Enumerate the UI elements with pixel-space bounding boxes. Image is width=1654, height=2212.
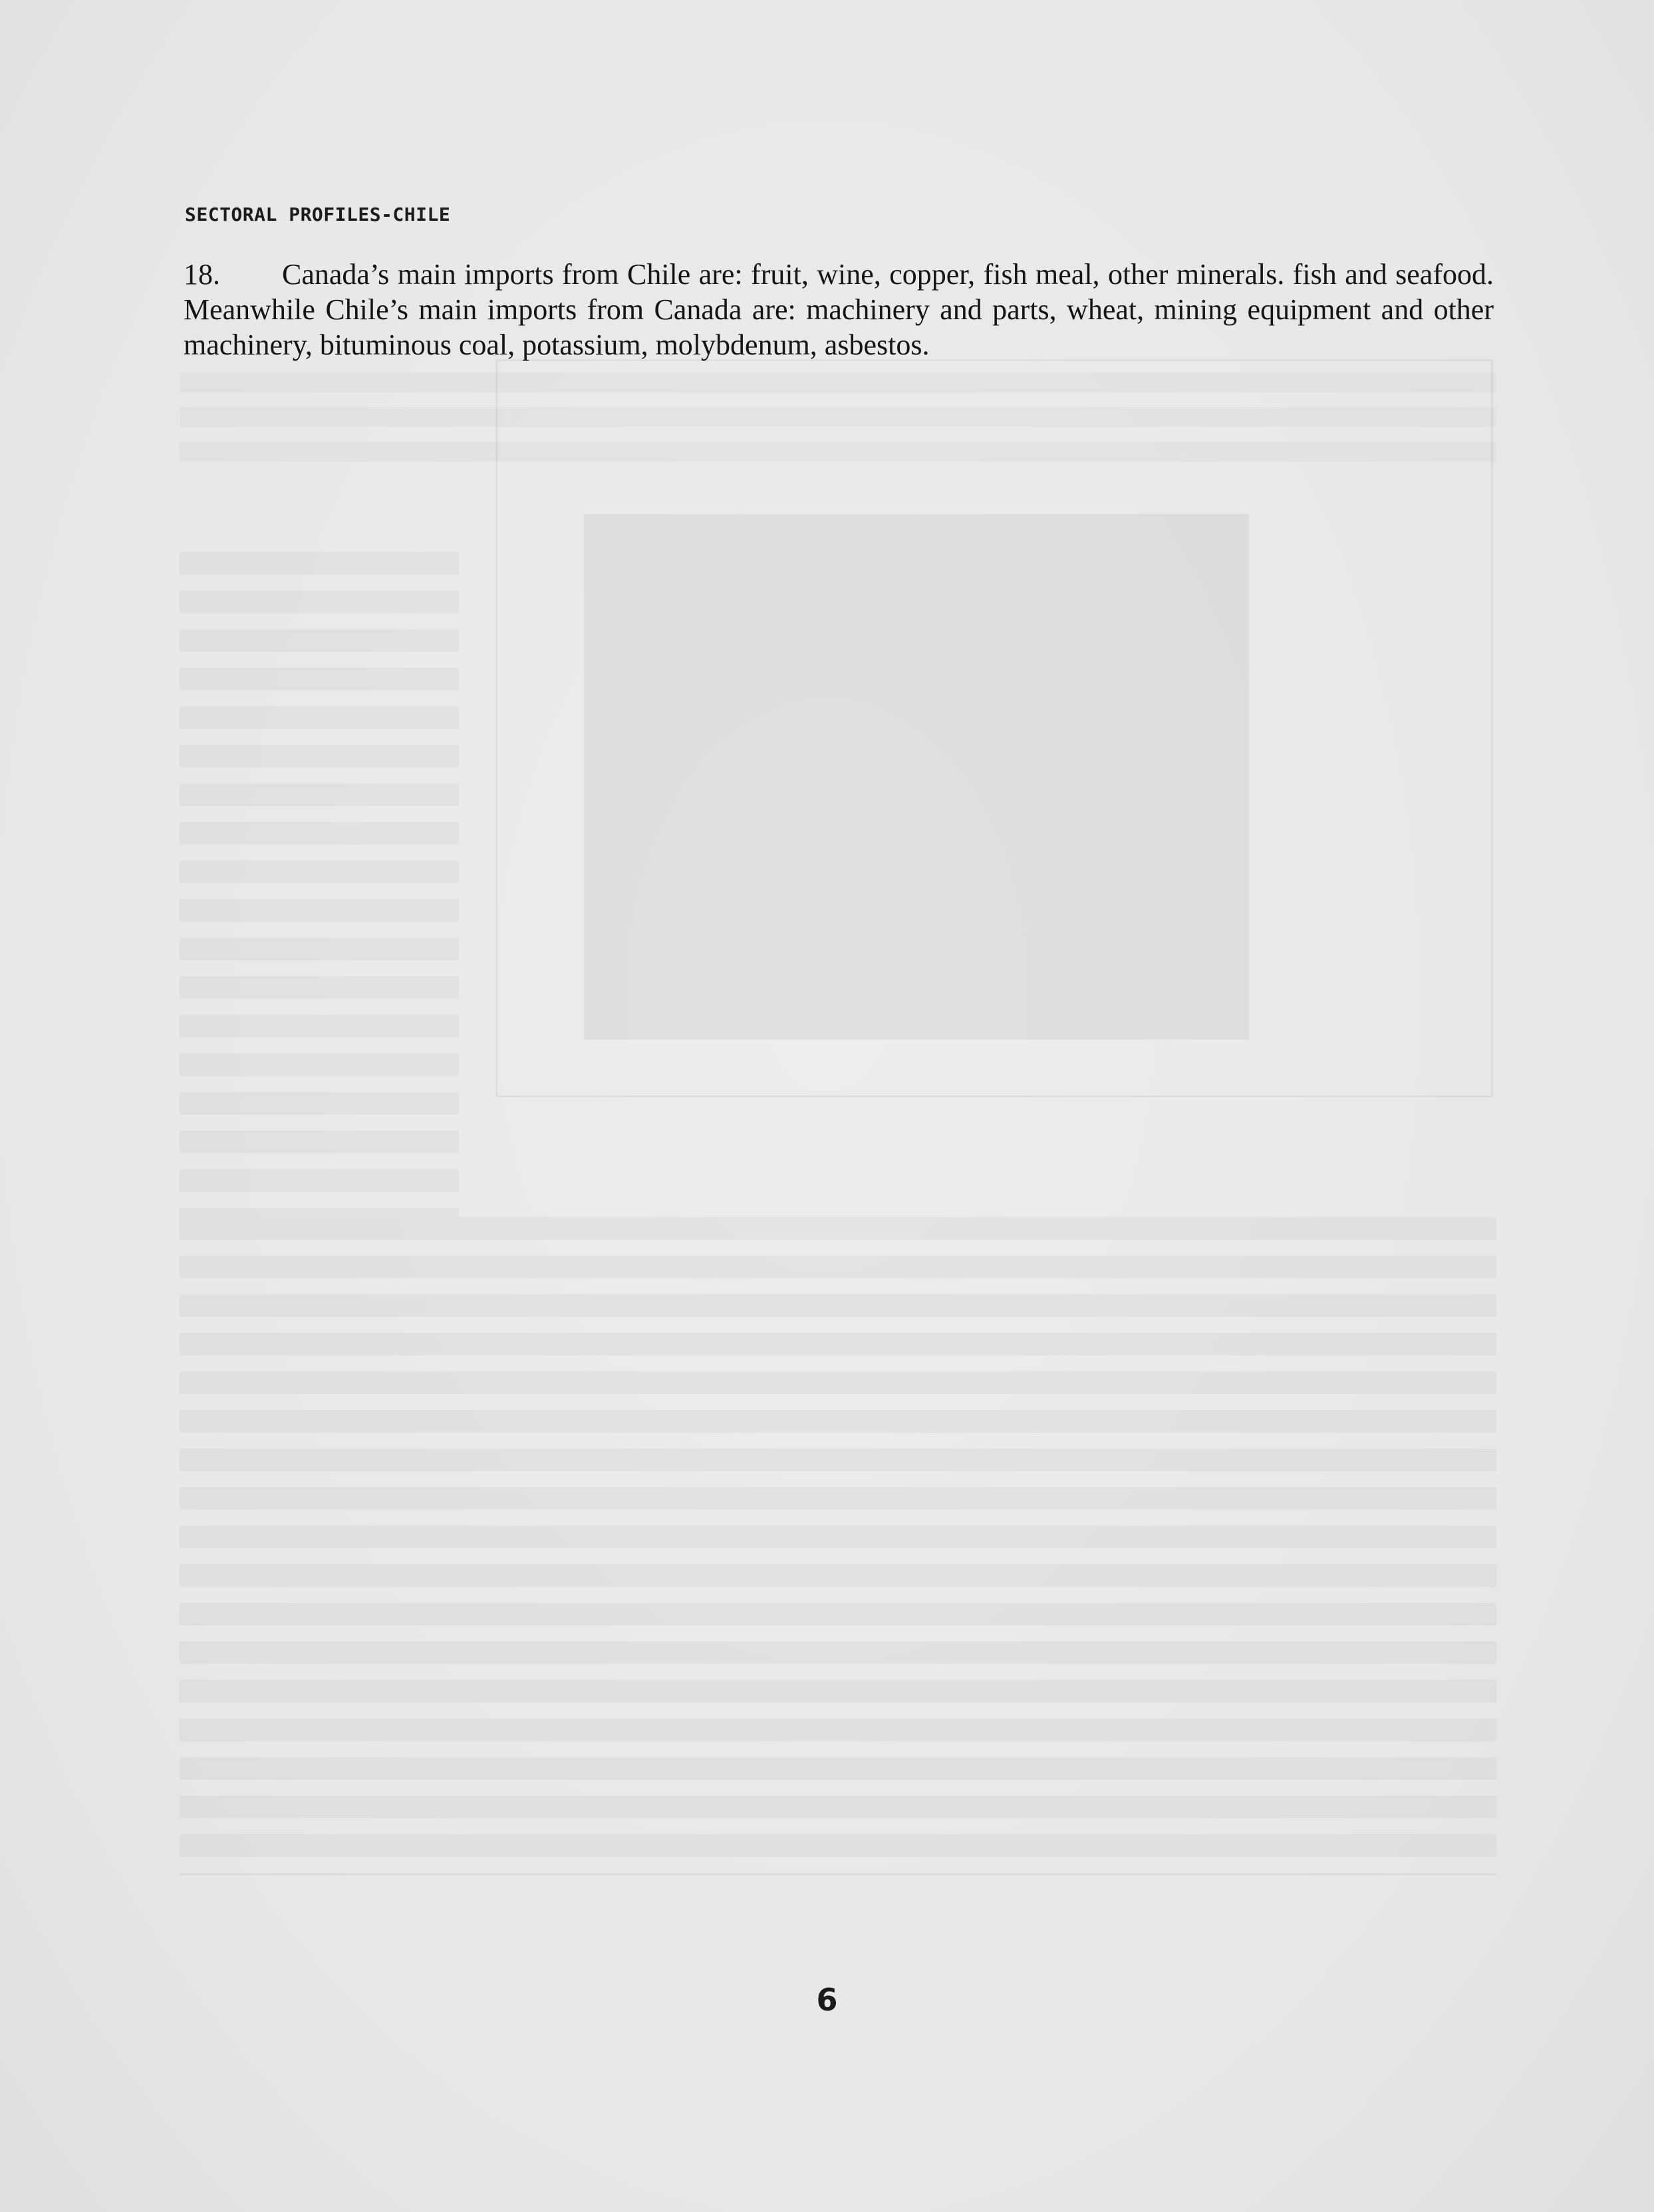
bleed-through-body-text xyxy=(180,1217,1496,1875)
bleed-through-left-text xyxy=(180,552,459,1217)
bleed-through-top-text xyxy=(180,372,1496,466)
page-number: 6 xyxy=(816,1982,838,2018)
paragraph-text: Canada’s main imports from Chile are: fruit, wine, copper, fish meal, other minerals. fish and seafood. Meanwhile Chile’s main imports from Canada are: machinery and parts, wheat, mining equipment and other machinery, bituminous coal, potassium, molybdenum, asbestos. xyxy=(184,258,1494,361)
running-header: SECTORAL PROFILES-CHILE xyxy=(185,204,451,225)
bleed-through-chart-area xyxy=(584,514,1249,1039)
paragraph-18 xyxy=(184,257,1494,362)
paragraph-number: 18. xyxy=(184,258,220,291)
bleed-through-chart-frame xyxy=(495,359,1493,1097)
